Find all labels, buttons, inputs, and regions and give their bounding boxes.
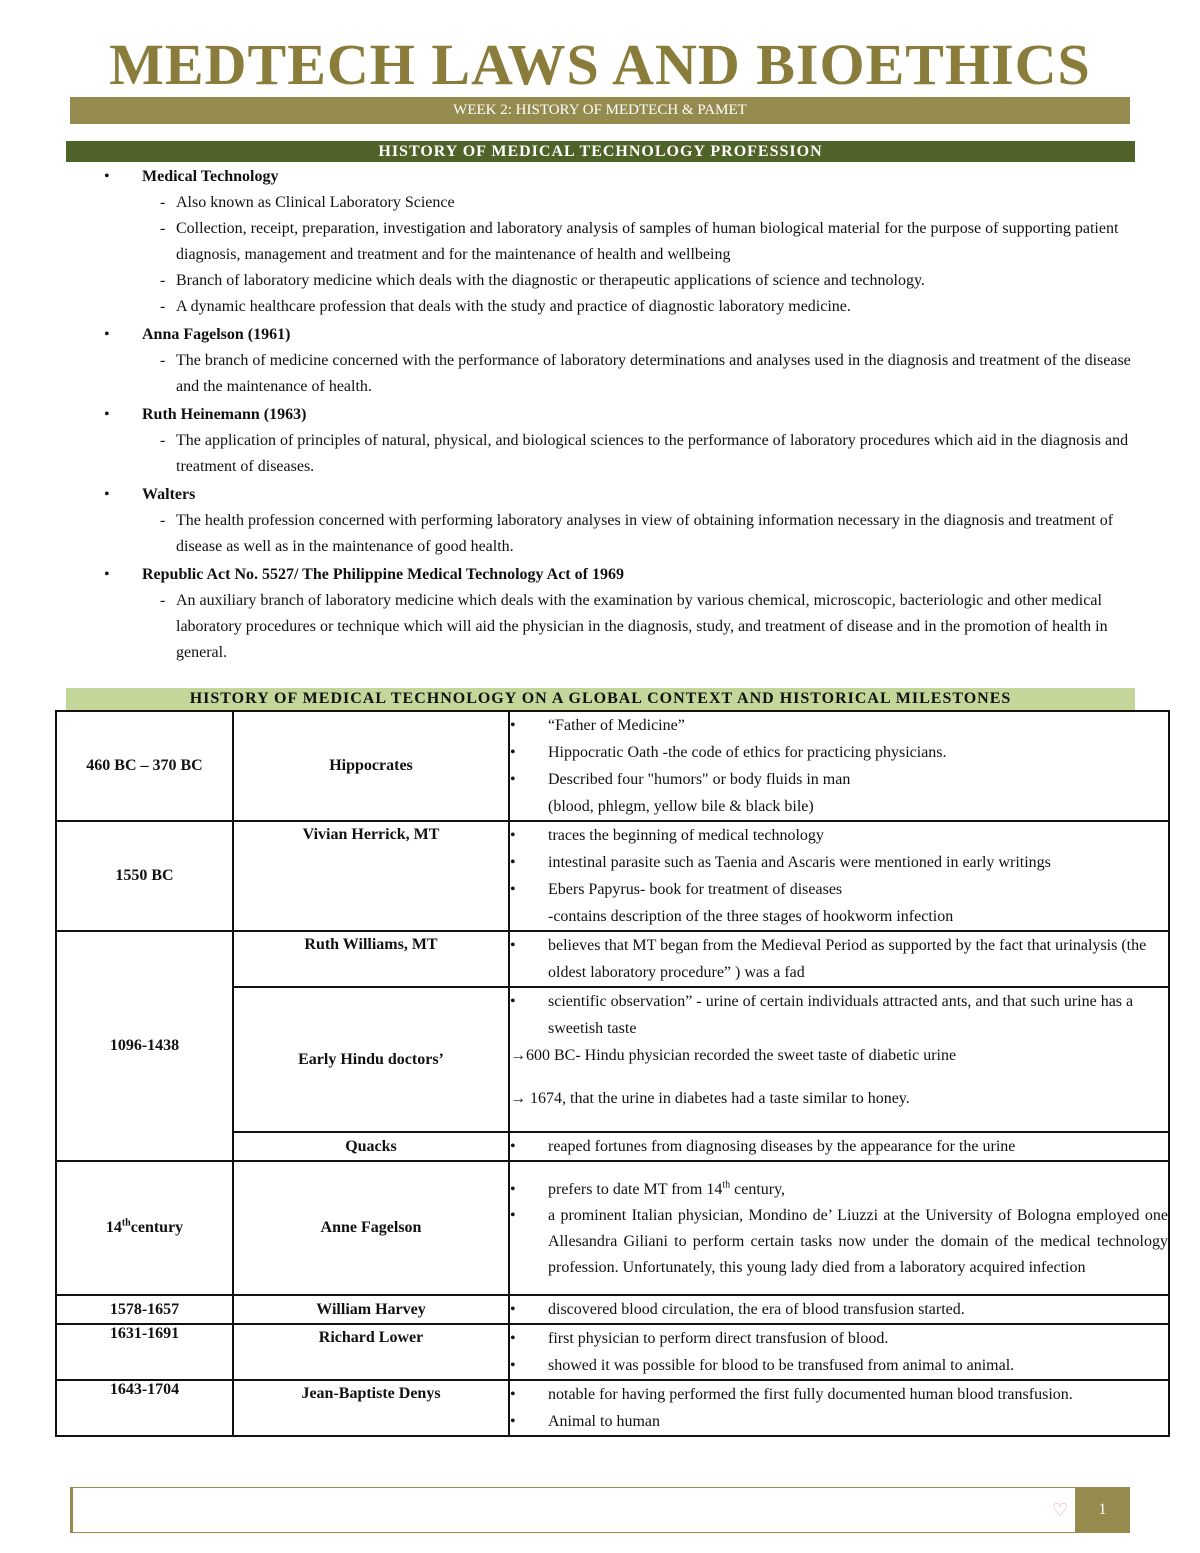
- milestones-table: [55, 710, 1170, 1437]
- definition-item: [100, 402, 1140, 480]
- definitions-list: [100, 164, 1140, 666]
- bullet-icon: •: [104, 486, 110, 503]
- table-row: [56, 821, 1169, 931]
- notes-cell: • first physician to perform direct transfusion of blood. • showed it was possible for blood to be transfused from animal to animal.: [509, 1324, 1169, 1380]
- date-cell: 460 BC – 370 BC: [56, 711, 233, 821]
- bullet-icon: •: [510, 1357, 516, 1374]
- bullet-icon: •: [510, 937, 516, 954]
- person-cell: Early Hindu doctors’: [233, 987, 509, 1132]
- notes-cell: • “Father of Medicine” • Hippocratic Oath -the code of ethics for practicing physicians. • Described four "humors" or body fluids in man (blood, phlegm, yellow bile & black bile): [509, 711, 1169, 821]
- notes-cell: • prefers to date MT from 14th century, • a prominent Italian physician, Mondino de’ Liuzzi at the University of Bologna employed one Allesandra Giliani to perform certain tasks now under the domain of the medical technology profession. Unfortunately, this young lady died from a laboratory acquired infection: [509, 1161, 1169, 1295]
- bullet-icon: •: [104, 566, 110, 583]
- definition-line: - Also known as Clinical Laboratory Science: [160, 194, 455, 211]
- table-row: [56, 1324, 1169, 1380]
- bullet-icon: •: [510, 1180, 516, 1198]
- notes-cell: • believes that MT began from the Medieval Period as supported by the fact that urinalysis (the oldest laboratory procedure” ) was a fad: [509, 931, 1169, 987]
- bullet-icon: •: [510, 1138, 516, 1155]
- bullet-icon: •: [510, 993, 516, 1010]
- date-cell: 14thcentury: [56, 1161, 233, 1295]
- definition-item: [100, 164, 1140, 320]
- definition-heading: Walters: [142, 486, 196, 503]
- page-number: 1: [1075, 1487, 1130, 1533]
- bullet-icon: •: [510, 1301, 516, 1318]
- week-banner: WEEK 2: HISTORY OF MEDTECH & PAMET: [70, 97, 1130, 124]
- date-cell: 1096-1438: [56, 931, 233, 1161]
- notes-cell: • traces the beginning of medical technology • intestinal parasite such as Taenia and Ascaris were mentioned in early writings • Ebers Papyrus- book for treatment of diseases -contains description of the three stages of hookworm infection: [509, 821, 1169, 931]
- date-cell: 1550 BC: [56, 821, 233, 931]
- definition-heading: Republic Act No. 5527/ The Philippine Medical Technology Act of 1969: [142, 566, 624, 583]
- bullet-icon: •: [510, 881, 516, 898]
- person-cell: Anne Fagelson: [233, 1161, 509, 1295]
- table-row: [56, 711, 1169, 821]
- bullet-icon: •: [510, 854, 516, 871]
- date-cell: 1643-1704: [56, 1380, 233, 1436]
- notes-cell: • discovered blood circulation, the era of blood transfusion started.: [509, 1295, 1169, 1324]
- definition-item: [100, 482, 1140, 560]
- bullet-icon: •: [510, 1386, 516, 1403]
- definition-line: - A dynamic healthcare profession that deals with the study and practice of diagnostic laboratory medicine.: [160, 298, 851, 315]
- table-row: [56, 931, 1169, 987]
- document-title: MEDTECH LAWS AND BIOETHICS: [109, 32, 1091, 97]
- bullet-icon: •: [104, 406, 110, 423]
- definition-heading: Medical Technology: [142, 168, 279, 185]
- section-heading-profession: HISTORY OF MEDICAL TECHNOLOGY PROFESSION: [66, 141, 1135, 162]
- person-cell: Jean-Baptiste Denys: [233, 1380, 509, 1436]
- table-row: [56, 1295, 1169, 1324]
- date-cell: 1631-1691: [56, 1324, 233, 1380]
- definition-line: - Branch of laboratory medicine which deals with the diagnostic or therapeutic applications of science and technology.: [160, 272, 925, 289]
- table-row: [56, 1380, 1169, 1436]
- section-heading-milestones: HISTORY OF MEDICAL TECHNOLOGY ON A GLOBAL CONTEXT AND HISTORICAL MILESTONES: [66, 688, 1135, 710]
- definition-item: [100, 322, 1140, 400]
- definition-heading: Anna Fagelson (1961): [142, 326, 291, 343]
- definition-heading: Ruth Heinemann (1963): [142, 406, 307, 423]
- notes-cell: • notable for having performed the first fully documented human blood transfusion. • Animal to human: [509, 1380, 1169, 1436]
- definition-line: - The application of principles of natural, physical, and biological sciences to the performance of laboratory procedures which aid in the diagnosis and treatment of diseases.: [160, 432, 1129, 475]
- notes-cell: • reaped fortunes from diagnosing diseases by the appearance for the urine: [509, 1132, 1169, 1161]
- notes-cell: • scientific observation” - urine of certain individuals attracted ants, and that such urine has a sweetish taste →600 BC- Hindu physician recorded the sweet taste of diabetic urine → 1674, that the urine in diabetes had a taste similar to honey.: [509, 987, 1169, 1132]
- date-cell: 1578-1657: [56, 1295, 233, 1324]
- person-cell: Vivian Herrick, MT: [233, 821, 509, 931]
- definition-item: [100, 562, 1140, 666]
- bullet-icon: •: [104, 168, 110, 185]
- definition-line: - The health profession concerned with performing laboratory analyses in view of obtaining information necessary in the diagnosis and treatment of disease as well as in the maintenance of good health.: [160, 512, 1114, 555]
- bullet-icon: •: [510, 744, 516, 761]
- bullet-icon: •: [510, 827, 516, 844]
- bullet-icon: •: [104, 326, 110, 343]
- definition-line: - The branch of medicine concerned with the performance of laboratory determinations and analyses used in the diagnosis and treatment of the disease and the maintenance of health.: [160, 352, 1131, 395]
- bullet-icon: •: [510, 1413, 516, 1430]
- person-cell: Quacks: [233, 1132, 509, 1161]
- bullet-icon: •: [510, 771, 516, 788]
- person-cell: Richard Lower: [233, 1324, 509, 1380]
- footer-frame: [70, 1487, 1075, 1533]
- bullet-icon: •: [510, 1206, 516, 1224]
- arrow-note: → 1674, that the urine in diabetes had a taste similar to honey.: [510, 1090, 910, 1107]
- definition-line: - An auxiliary branch of laboratory medicine which deals with the examination by various chemical, microscopic, bacteriologic and other medical laboratory procedures or technique which will aid the physician in the diagnosis, study, and treatment of disease and in the promotion of health in general.: [160, 592, 1108, 661]
- table-row: [56, 1161, 1169, 1295]
- arrow-note: →600 BC- Hindu physician recorded the sweet taste of diabetic urine: [510, 1047, 957, 1064]
- heart-icon: ♡: [1052, 1500, 1069, 1521]
- bullet-icon: •: [510, 1330, 516, 1347]
- person-cell: William Harvey: [233, 1295, 509, 1324]
- person-cell: Ruth Williams, MT: [233, 931, 509, 987]
- person-cell: Hippocrates: [233, 711, 509, 821]
- bullet-icon: •: [510, 717, 516, 734]
- definition-line: - Collection, receipt, preparation, investigation and laboratory analysis of samples of human biological material for the purpose of supporting patient diagnosis, management and treatment and for the maintenance of health and wellbeing: [160, 220, 1119, 263]
